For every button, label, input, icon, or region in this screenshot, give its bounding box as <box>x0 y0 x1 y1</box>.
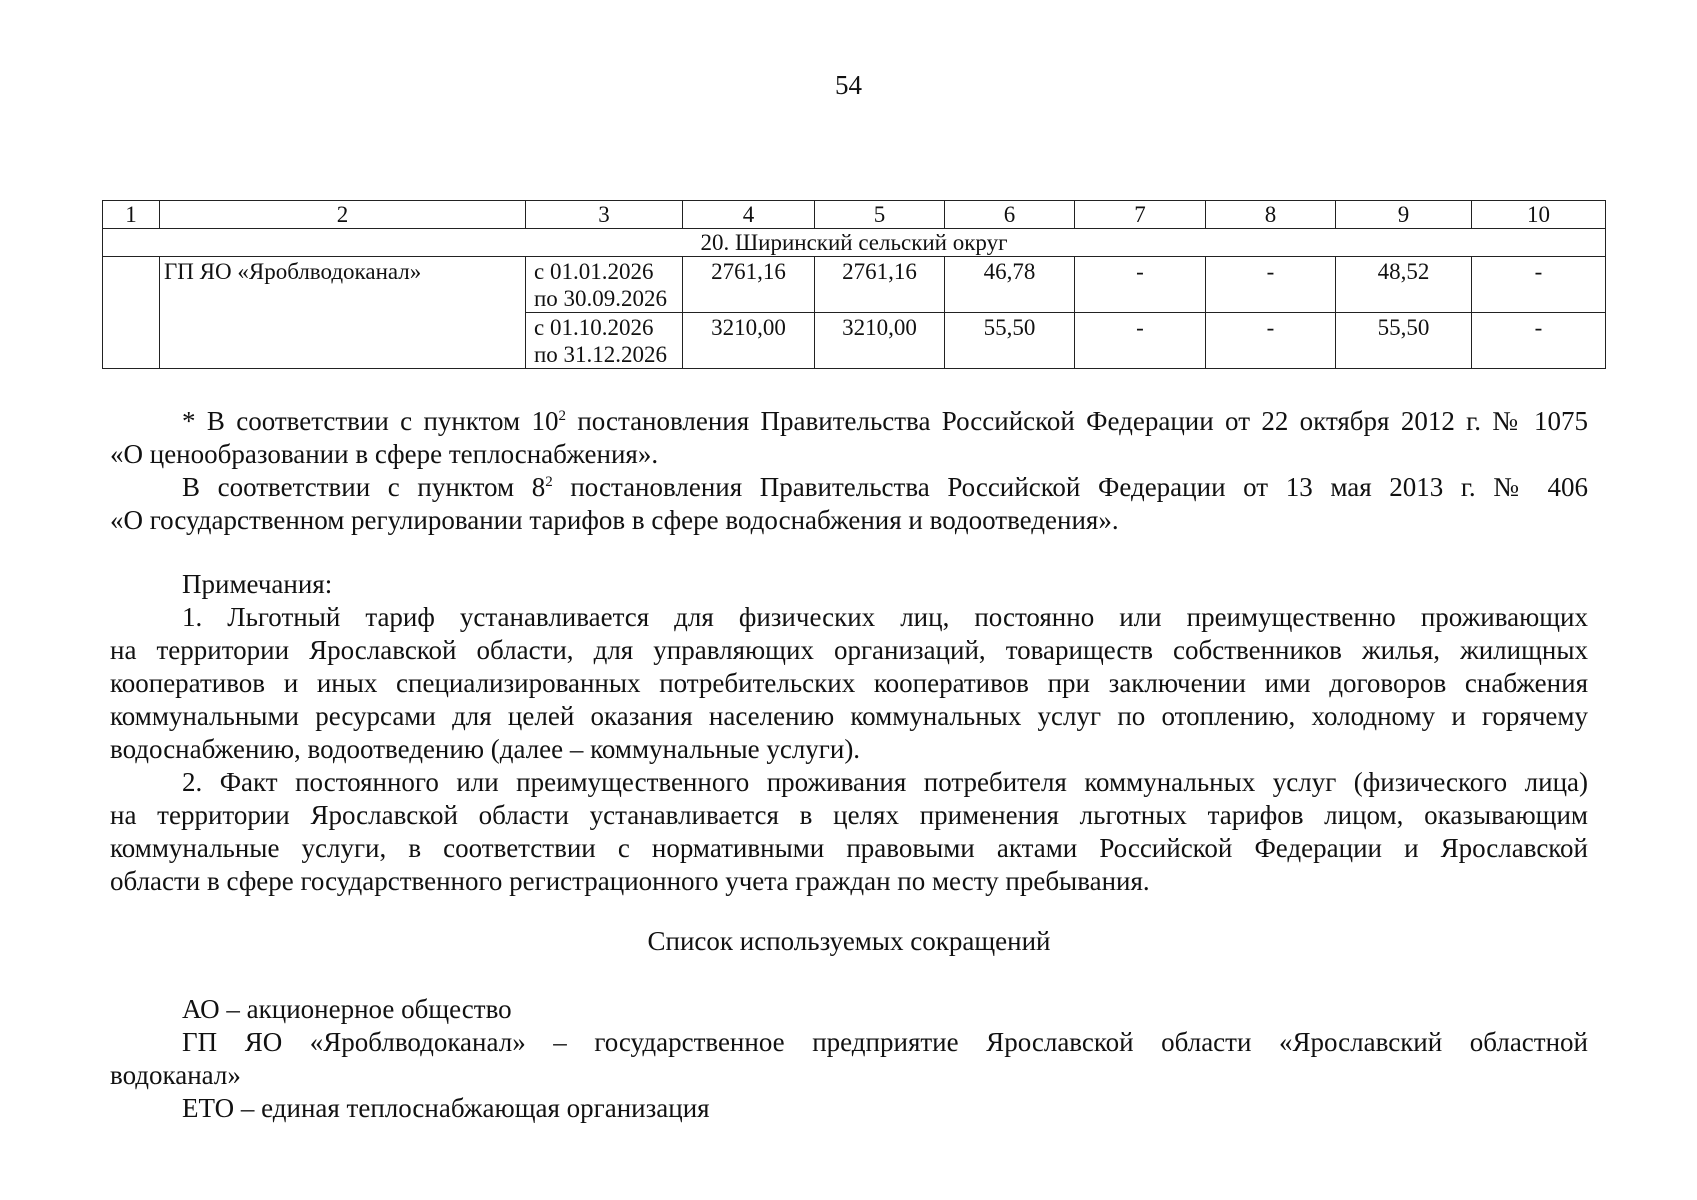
note-1-line: коммунальными ресурсами для целей оказания населению коммунальных услуг по отоплению, холодному и горячему <box>110 701 1588 731</box>
tariff-table <box>102 200 1606 369</box>
column-header: 5 <box>815 201 945 229</box>
table-cell: - <box>1075 257 1206 313</box>
table-cell: 2761,16 <box>815 257 945 313</box>
footnotes <box>110 405 1588 537</box>
table-cell: - <box>1472 257 1606 313</box>
row-number-cell <box>103 257 160 369</box>
note-1-line: 1. Льготный тариф устанавливается для физических лиц, постоянно или преимущественно проживающих <box>182 602 1588 632</box>
abbreviation-item: АО – акционерное общество <box>182 994 512 1024</box>
table-cell: 3210,00 <box>815 313 945 369</box>
column-header: 3 <box>526 201 683 229</box>
table-cell: - <box>1472 313 1606 369</box>
column-header: 6 <box>945 201 1075 229</box>
abbreviations-list <box>110 993 1588 1125</box>
period-cell <box>526 313 683 369</box>
abbreviation-item-continued: водоканал» <box>110 1060 241 1090</box>
footnote-1-line-2: «О ценообразовании в сфере теплоснабжения». <box>110 439 659 469</box>
table-cell: 46,78 <box>945 257 1075 313</box>
note-2-line: коммунальные услуги, в соответствии с нормативными правовыми актами Российской Федерации и Ярославской <box>110 833 1588 863</box>
column-header: 1 <box>103 201 160 229</box>
period-to: по 31.12.2026 <box>534 342 668 367</box>
table-cell: 48,52 <box>1336 257 1472 313</box>
table-header-row <box>103 201 1606 229</box>
column-header: 7 <box>1075 201 1206 229</box>
footnote-2-line-2: «О государственном регулировании тарифов в сфере водоснабжения и водоотведения». <box>110 505 1119 535</box>
table-section-title: 20. Ширинский сельский округ <box>103 229 1606 257</box>
abbreviation-item: ГП ЯО «Яроблводоканал» – государственное предприятие Ярославской области «Ярославский областной <box>182 1027 1588 1057</box>
note-1-line: кооперативов и иных специализированных потребительских кооперативов при заключении ими договоров снабжения <box>110 668 1588 698</box>
column-header: 4 <box>683 201 815 229</box>
table-row <box>103 257 1606 313</box>
page-number: 54 <box>835 70 862 100</box>
note-2-line: области в сфере государственного регистрационного учета граждан по месту пребывания. <box>110 866 1150 896</box>
column-header: 2 <box>160 201 526 229</box>
column-header: 8 <box>1206 201 1336 229</box>
abbreviations-title: Список используемых сокращений <box>647 926 1051 956</box>
table-cell: - <box>1206 313 1336 369</box>
note-1-line: на территории Ярославской области, для управляющих организаций, товариществ собственников жилья, жилищных <box>110 635 1588 665</box>
period-cell <box>526 257 683 313</box>
table-cell: 55,50 <box>945 313 1075 369</box>
table-cell: - <box>1075 313 1206 369</box>
period-to: по 30.09.2026 <box>534 286 668 311</box>
period-from: с 01.10.2026 <box>534 315 654 340</box>
organization-cell: ГП ЯО «Яроблводоканал» <box>160 257 526 369</box>
table-cell: 55,50 <box>1336 313 1472 369</box>
note-1-line: водоснабжению, водоотведению (далее – коммунальные услуги). <box>110 734 861 764</box>
footnote-2-line-1: В соответствии с пунктом $8^2$ постановления Правительства Российской Федерации от 13 мая 2013 г. № 406 <box>182 472 1589 502</box>
table-cell: - <box>1206 257 1336 313</box>
column-header: 9 <box>1336 201 1472 229</box>
table-cell: 3210,00 <box>683 313 815 369</box>
note-2-line: 2. Факт постоянного или преимущественного проживания потребителя коммунальных услуг (физического лица) <box>182 767 1588 797</box>
column-header: 10 <box>1472 201 1606 229</box>
notes-section <box>110 568 1588 898</box>
note-2-line: на территории Ярославской области устанавливается в целях применения льготных тарифов лицом, оказывающим <box>110 800 1588 830</box>
table-cell: 2761,16 <box>683 257 815 313</box>
footnote-1-line-1: * В соответствии с пунктом $10^2$ постановления Правительства Российской Федерации от 22 октября 2012 г. № 1075 <box>182 406 1588 436</box>
abbreviation-item: ЕТО – единая теплоснабжающая организация <box>182 1093 710 1123</box>
notes-title: Примечания: <box>182 569 333 599</box>
period-from: с 01.01.2026 <box>534 259 654 284</box>
